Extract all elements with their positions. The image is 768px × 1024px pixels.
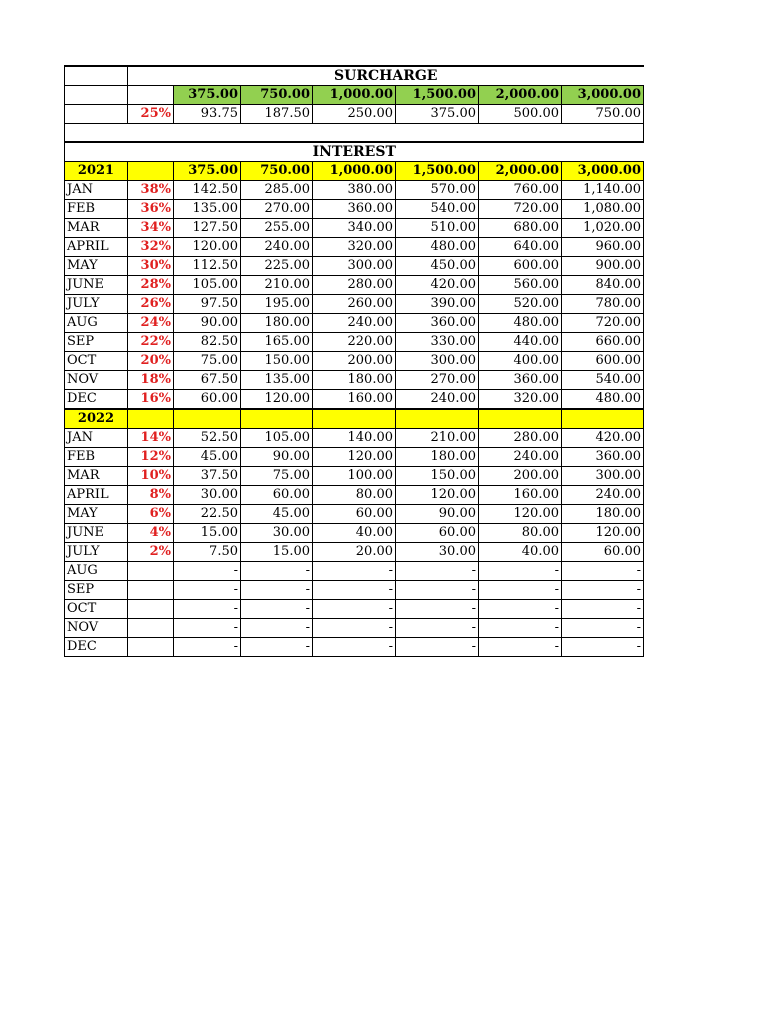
interest-rate[interactable]: 6% — [128, 504, 174, 523]
month-row — [65, 256, 644, 275]
interest-value[interactable]: 120.00 — [396, 485, 479, 504]
month-row — [65, 523, 644, 542]
interest-value[interactable]: - — [174, 618, 241, 637]
interest-value[interactable]: - — [562, 618, 644, 637]
interest-value[interactable]: - — [396, 618, 479, 637]
interest-value[interactable]: - — [241, 618, 313, 637]
interest-value[interactable]: 760.00 — [479, 180, 562, 199]
month-row — [65, 389, 644, 409]
month-row — [65, 351, 644, 370]
interest-rate[interactable]: 28% — [128, 275, 174, 294]
surcharge-header-row — [65, 86, 644, 105]
interest-value[interactable]: 380.00 — [313, 180, 396, 199]
interest-rate[interactable]: 24% — [128, 313, 174, 332]
surcharge-value[interactable]: 750.00 — [562, 105, 644, 124]
interest-value[interactable]: 210.00 — [396, 428, 479, 447]
month-label[interactable]: APRIL — [65, 485, 128, 504]
interest-value[interactable]: - — [313, 618, 396, 637]
interest-value[interactable]: 30.00 — [396, 542, 479, 561]
interest-value[interactable]: - — [174, 561, 241, 580]
interest-value[interactable]: 560.00 — [479, 275, 562, 294]
interest-value[interactable]: 80.00 — [479, 523, 562, 542]
month-row — [65, 313, 644, 332]
interest-value[interactable]: - — [562, 599, 644, 618]
interest-value[interactable]: 450.00 — [396, 256, 479, 275]
interest-value[interactable]: 60.00 — [562, 542, 644, 561]
interest-value[interactable]: 40.00 — [313, 523, 396, 542]
interest-value[interactable]: 320.00 — [479, 389, 562, 409]
month-label[interactable]: AUG — [65, 561, 128, 580]
interest-value[interactable]: - — [479, 599, 562, 618]
interest-value[interactable]: 210.00 — [241, 275, 313, 294]
interest-value[interactable]: 420.00 — [396, 275, 479, 294]
cell[interactable] — [65, 105, 128, 124]
interest-title-row — [65, 142, 644, 162]
interest-amount-header[interactable]: 1,000.00 — [313, 161, 396, 180]
interest-rate[interactable]: 2% — [128, 542, 174, 561]
interest-value[interactable]: 360.00 — [479, 370, 562, 389]
cell[interactable] — [313, 409, 396, 429]
month-row — [65, 599, 644, 618]
interest-value[interactable]: 360.00 — [396, 313, 479, 332]
interest-value[interactable]: 142.50 — [174, 180, 241, 199]
interest-value[interactable]: - — [479, 637, 562, 656]
interest-value[interactable]: 960.00 — [562, 237, 644, 256]
interest-value[interactable]: 240.00 — [479, 447, 562, 466]
surcharge-amount-header[interactable]: 1,500.00 — [396, 86, 479, 105]
interest-value[interactable]: 680.00 — [479, 218, 562, 237]
surcharge-amount-header[interactable]: 1,000.00 — [313, 86, 396, 105]
interest-header-row — [65, 161, 644, 180]
interest-value[interactable]: 15.00 — [174, 523, 241, 542]
interest-value[interactable]: 480.00 — [479, 313, 562, 332]
interest-rate[interactable]: 16% — [128, 389, 174, 409]
interest-value[interactable]: 195.00 — [241, 294, 313, 313]
interest-value[interactable]: 440.00 — [479, 332, 562, 351]
year-2021-label[interactable]: 2021 — [65, 161, 128, 180]
interest-rate[interactable] — [128, 599, 174, 618]
surcharge-value[interactable]: 187.50 — [241, 105, 313, 124]
interest-value[interactable]: 225.00 — [241, 256, 313, 275]
month-row — [65, 294, 644, 313]
year-2022-row — [65, 409, 644, 429]
interest-rate[interactable]: 30% — [128, 256, 174, 275]
interest-amount-header[interactable]: 750.00 — [241, 161, 313, 180]
interest-value[interactable]: 180.00 — [241, 313, 313, 332]
month-row — [65, 561, 644, 580]
interest-value[interactable]: - — [313, 599, 396, 618]
month-row — [65, 542, 644, 561]
interest-rate[interactable]: 26% — [128, 294, 174, 313]
month-label[interactable]: MAY — [65, 504, 128, 523]
interest-value[interactable]: 7.50 — [174, 542, 241, 561]
interest-value[interactable]: - — [174, 580, 241, 599]
interest-value[interactable]: 640.00 — [479, 237, 562, 256]
interest-value[interactable]: 60.00 — [241, 485, 313, 504]
interest-value[interactable]: 90.00 — [396, 504, 479, 523]
interest-value[interactable]: 160.00 — [313, 389, 396, 409]
interest-value[interactable]: - — [174, 637, 241, 656]
interest-value[interactable]: 255.00 — [241, 218, 313, 237]
month-row — [65, 637, 644, 656]
surcharge-title[interactable]: SURCHARGE — [128, 66, 644, 86]
cell[interactable] — [562, 409, 644, 429]
interest-rate[interactable]: 34% — [128, 218, 174, 237]
interest-value[interactable]: 300.00 — [396, 351, 479, 370]
interest-value[interactable]: 260.00 — [313, 294, 396, 313]
interest-value[interactable]: 510.00 — [396, 218, 479, 237]
cell[interactable] — [479, 409, 562, 429]
interest-value[interactable]: 15.00 — [241, 542, 313, 561]
interest-value[interactable]: 112.50 — [174, 256, 241, 275]
month-label[interactable]: MAR — [65, 466, 128, 485]
interest-value[interactable]: - — [562, 580, 644, 599]
interest-value[interactable]: 360.00 — [313, 199, 396, 218]
year-2022-label[interactable]: 2022 — [65, 409, 128, 429]
interest-value[interactable]: - — [241, 580, 313, 599]
month-label[interactable]: OCT — [65, 351, 128, 370]
blank-cell[interactable] — [65, 124, 644, 142]
interest-value[interactable]: - — [479, 580, 562, 599]
month-label[interactable]: MAY — [65, 256, 128, 275]
interest-value[interactable]: 240.00 — [396, 389, 479, 409]
month-label[interactable]: JUNE — [65, 523, 128, 542]
interest-value[interactable]: 127.50 — [174, 218, 241, 237]
interest-value[interactable]: 165.00 — [241, 332, 313, 351]
interest-value[interactable]: 180.00 — [396, 447, 479, 466]
month-row — [65, 618, 644, 637]
interest-value[interactable]: 1,140.00 — [562, 180, 644, 199]
interest-value[interactable]: 140.00 — [313, 428, 396, 447]
month-row — [65, 180, 644, 199]
interest-rate[interactable]: 32% — [128, 237, 174, 256]
interest-value[interactable]: - — [562, 561, 644, 580]
interest-value[interactable]: 320.00 — [313, 237, 396, 256]
interest-value[interactable]: 660.00 — [562, 332, 644, 351]
interest-value[interactable]: 67.50 — [174, 370, 241, 389]
interest-value[interactable]: 240.00 — [241, 237, 313, 256]
surcharge-values-row — [65, 105, 644, 124]
interest-value[interactable]: 270.00 — [241, 199, 313, 218]
interest-rate[interactable] — [128, 618, 174, 637]
interest-value[interactable]: 600.00 — [479, 256, 562, 275]
interest-value[interactable]: 900.00 — [562, 256, 644, 275]
interest-value[interactable]: 150.00 — [396, 466, 479, 485]
surcharge-amount-header[interactable]: 750.00 — [241, 86, 313, 105]
month-label[interactable]: JULY — [65, 542, 128, 561]
surcharge-value[interactable]: 250.00 — [313, 105, 396, 124]
interest-value[interactable]: 20.00 — [313, 542, 396, 561]
interest-rate[interactable]: 10% — [128, 466, 174, 485]
cell[interactable] — [241, 409, 313, 429]
interest-value[interactable]: 400.00 — [479, 351, 562, 370]
interest-value[interactable]: - — [396, 561, 479, 580]
interest-value[interactable]: 780.00 — [562, 294, 644, 313]
interest-value[interactable]: 120.00 — [562, 523, 644, 542]
month-label[interactable]: FEB — [65, 199, 128, 218]
month-row — [65, 580, 644, 599]
interest-value[interactable]: - — [313, 561, 396, 580]
interest-rate[interactable]: 4% — [128, 523, 174, 542]
interest-value[interactable]: - — [174, 599, 241, 618]
interest-rate[interactable] — [128, 637, 174, 656]
interest-value[interactable]: 40.00 — [479, 542, 562, 561]
month-label[interactable]: NOV — [65, 370, 128, 389]
interest-value[interactable]: 840.00 — [562, 275, 644, 294]
interest-value[interactable]: 1,020.00 — [562, 218, 644, 237]
cell[interactable] — [65, 66, 128, 86]
interest-value[interactable]: 340.00 — [313, 218, 396, 237]
month-label[interactable]: JULY — [65, 294, 128, 313]
spreadsheet-table — [64, 65, 644, 657]
surcharge-amount-header[interactable]: 375.00 — [174, 86, 241, 105]
interest-amount-header[interactable]: 1,500.00 — [396, 161, 479, 180]
interest-value[interactable]: 360.00 — [562, 447, 644, 466]
interest-value[interactable]: 120.00 — [479, 504, 562, 523]
interest-rate[interactable]: 14% — [128, 428, 174, 447]
surcharge-value[interactable]: 500.00 — [479, 105, 562, 124]
month-label[interactable]: FEB — [65, 447, 128, 466]
cell[interactable] — [396, 409, 479, 429]
month-row — [65, 370, 644, 389]
interest-value[interactable]: 300.00 — [562, 466, 644, 485]
interest-value[interactable]: 300.00 — [313, 256, 396, 275]
interest-value[interactable]: 97.50 — [174, 294, 241, 313]
interest-rate[interactable] — [128, 561, 174, 580]
month-label[interactable]: JUNE — [65, 275, 128, 294]
interest-rate[interactable]: 18% — [128, 370, 174, 389]
interest-value[interactable]: 82.50 — [174, 332, 241, 351]
interest-value[interactable]: 200.00 — [479, 466, 562, 485]
interest-value[interactable]: 135.00 — [174, 199, 241, 218]
interest-value[interactable]: 37.50 — [174, 466, 241, 485]
interest-value[interactable]: 480.00 — [396, 237, 479, 256]
interest-rate[interactable] — [128, 580, 174, 599]
interest-value[interactable]: 105.00 — [174, 275, 241, 294]
cell[interactable] — [128, 161, 174, 180]
interest-value[interactable]: 280.00 — [479, 428, 562, 447]
interest-value[interactable]: 180.00 — [313, 370, 396, 389]
interest-value[interactable]: 60.00 — [174, 389, 241, 409]
month-label[interactable]: SEP — [65, 580, 128, 599]
interest-value[interactable]: 720.00 — [479, 199, 562, 218]
interest-value[interactable]: - — [241, 561, 313, 580]
interest-value[interactable]: 600.00 — [562, 351, 644, 370]
interest-title[interactable]: INTEREST — [65, 142, 644, 162]
interest-value[interactable]: 75.00 — [241, 466, 313, 485]
month-label[interactable]: NOV — [65, 618, 128, 637]
interest-value[interactable]: 45.00 — [241, 504, 313, 523]
month-row — [65, 218, 644, 237]
interest-value[interactable]: - — [396, 637, 479, 656]
surcharge-title-row — [65, 66, 644, 86]
interest-amount-header[interactable]: 2,000.00 — [479, 161, 562, 180]
interest-value[interactable]: 100.00 — [313, 466, 396, 485]
interest-value[interactable]: - — [396, 580, 479, 599]
interest-rate[interactable]: 20% — [128, 351, 174, 370]
interest-value[interactable]: 90.00 — [241, 447, 313, 466]
interest-value[interactable]: 570.00 — [396, 180, 479, 199]
interest-rate[interactable]: 36% — [128, 199, 174, 218]
month-row — [65, 428, 644, 447]
month-label[interactable]: DEC — [65, 389, 128, 409]
month-row — [65, 237, 644, 256]
cell[interactable] — [128, 86, 174, 105]
interest-rate[interactable]: 38% — [128, 180, 174, 199]
interest-value[interactable]: 30.00 — [174, 485, 241, 504]
month-row — [65, 447, 644, 466]
interest-value[interactable]: 160.00 — [479, 485, 562, 504]
interest-value[interactable]: 90.00 — [174, 313, 241, 332]
month-row — [65, 275, 644, 294]
month-label[interactable]: MAR — [65, 218, 128, 237]
month-row — [65, 332, 644, 351]
interest-rate[interactable]: 8% — [128, 485, 174, 504]
interest-value[interactable]: - — [396, 599, 479, 618]
surcharge-value[interactable]: 375.00 — [396, 105, 479, 124]
interest-rate[interactable]: 12% — [128, 447, 174, 466]
interest-value[interactable]: 120.00 — [313, 447, 396, 466]
interest-value[interactable]: 1,080.00 — [562, 199, 644, 218]
month-label[interactable]: SEP — [65, 332, 128, 351]
interest-value[interactable]: 520.00 — [479, 294, 562, 313]
interest-value[interactable]: 540.00 — [396, 199, 479, 218]
interest-value[interactable]: 120.00 — [241, 389, 313, 409]
interest-value[interactable]: 45.00 — [174, 447, 241, 466]
interest-value[interactable]: 390.00 — [396, 294, 479, 313]
interest-value[interactable]: 540.00 — [562, 370, 644, 389]
interest-value[interactable]: - — [479, 561, 562, 580]
surcharge-amount-header[interactable]: 3,000.00 — [562, 86, 644, 105]
interest-value[interactable]: 330.00 — [396, 332, 479, 351]
interest-value[interactable]: 75.00 — [174, 351, 241, 370]
month-row — [65, 504, 644, 523]
interest-value[interactable]: 200.00 — [313, 351, 396, 370]
interest-value[interactable]: 270.00 — [396, 370, 479, 389]
interest-value[interactable]: 420.00 — [562, 428, 644, 447]
interest-value[interactable]: 280.00 — [313, 275, 396, 294]
month-row — [65, 466, 644, 485]
interest-amount-header[interactable]: 375.00 — [174, 161, 241, 180]
month-label[interactable]: DEC — [65, 637, 128, 656]
interest-amount-header[interactable]: 3,000.00 — [562, 161, 644, 180]
interest-value[interactable]: 240.00 — [562, 485, 644, 504]
interest-rate[interactable]: 22% — [128, 332, 174, 351]
interest-value[interactable]: 80.00 — [313, 485, 396, 504]
interest-value[interactable]: 480.00 — [562, 389, 644, 409]
interest-value[interactable]: - — [562, 637, 644, 656]
cell[interactable] — [174, 409, 241, 429]
interest-value[interactable]: 105.00 — [241, 428, 313, 447]
interest-value[interactable]: 220.00 — [313, 332, 396, 351]
interest-value[interactable]: - — [479, 618, 562, 637]
interest-value[interactable]: 720.00 — [562, 313, 644, 332]
interest-value[interactable]: 60.00 — [396, 523, 479, 542]
interest-value[interactable]: - — [241, 599, 313, 618]
blank-row — [65, 124, 644, 142]
month-label[interactable]: JAN — [65, 428, 128, 447]
month-row — [65, 485, 644, 504]
interest-value[interactable]: 52.50 — [174, 428, 241, 447]
interest-value[interactable]: 22.50 — [174, 504, 241, 523]
interest-value[interactable]: 60.00 — [313, 504, 396, 523]
cell[interactable] — [128, 409, 174, 429]
interest-value[interactable]: 30.00 — [241, 523, 313, 542]
interest-value[interactable]: 180.00 — [562, 504, 644, 523]
interest-value[interactable]: 135.00 — [241, 370, 313, 389]
surcharge-amount-header[interactable]: 2,000.00 — [479, 86, 562, 105]
interest-value[interactable]: 240.00 — [313, 313, 396, 332]
surcharge-value[interactable]: 93.75 — [174, 105, 241, 124]
surcharge-rate[interactable]: 25% — [128, 105, 174, 124]
month-label[interactable]: APRIL — [65, 237, 128, 256]
month-label[interactable]: JAN — [65, 180, 128, 199]
interest-value[interactable]: 120.00 — [174, 237, 241, 256]
interest-value[interactable]: - — [313, 580, 396, 599]
month-label[interactable]: AUG — [65, 313, 128, 332]
interest-value[interactable]: 285.00 — [241, 180, 313, 199]
month-label[interactable]: OCT — [65, 599, 128, 618]
interest-value[interactable]: 150.00 — [241, 351, 313, 370]
cell[interactable] — [65, 86, 128, 105]
interest-value[interactable]: - — [313, 637, 396, 656]
month-row — [65, 199, 644, 218]
interest-value[interactable]: - — [241, 637, 313, 656]
